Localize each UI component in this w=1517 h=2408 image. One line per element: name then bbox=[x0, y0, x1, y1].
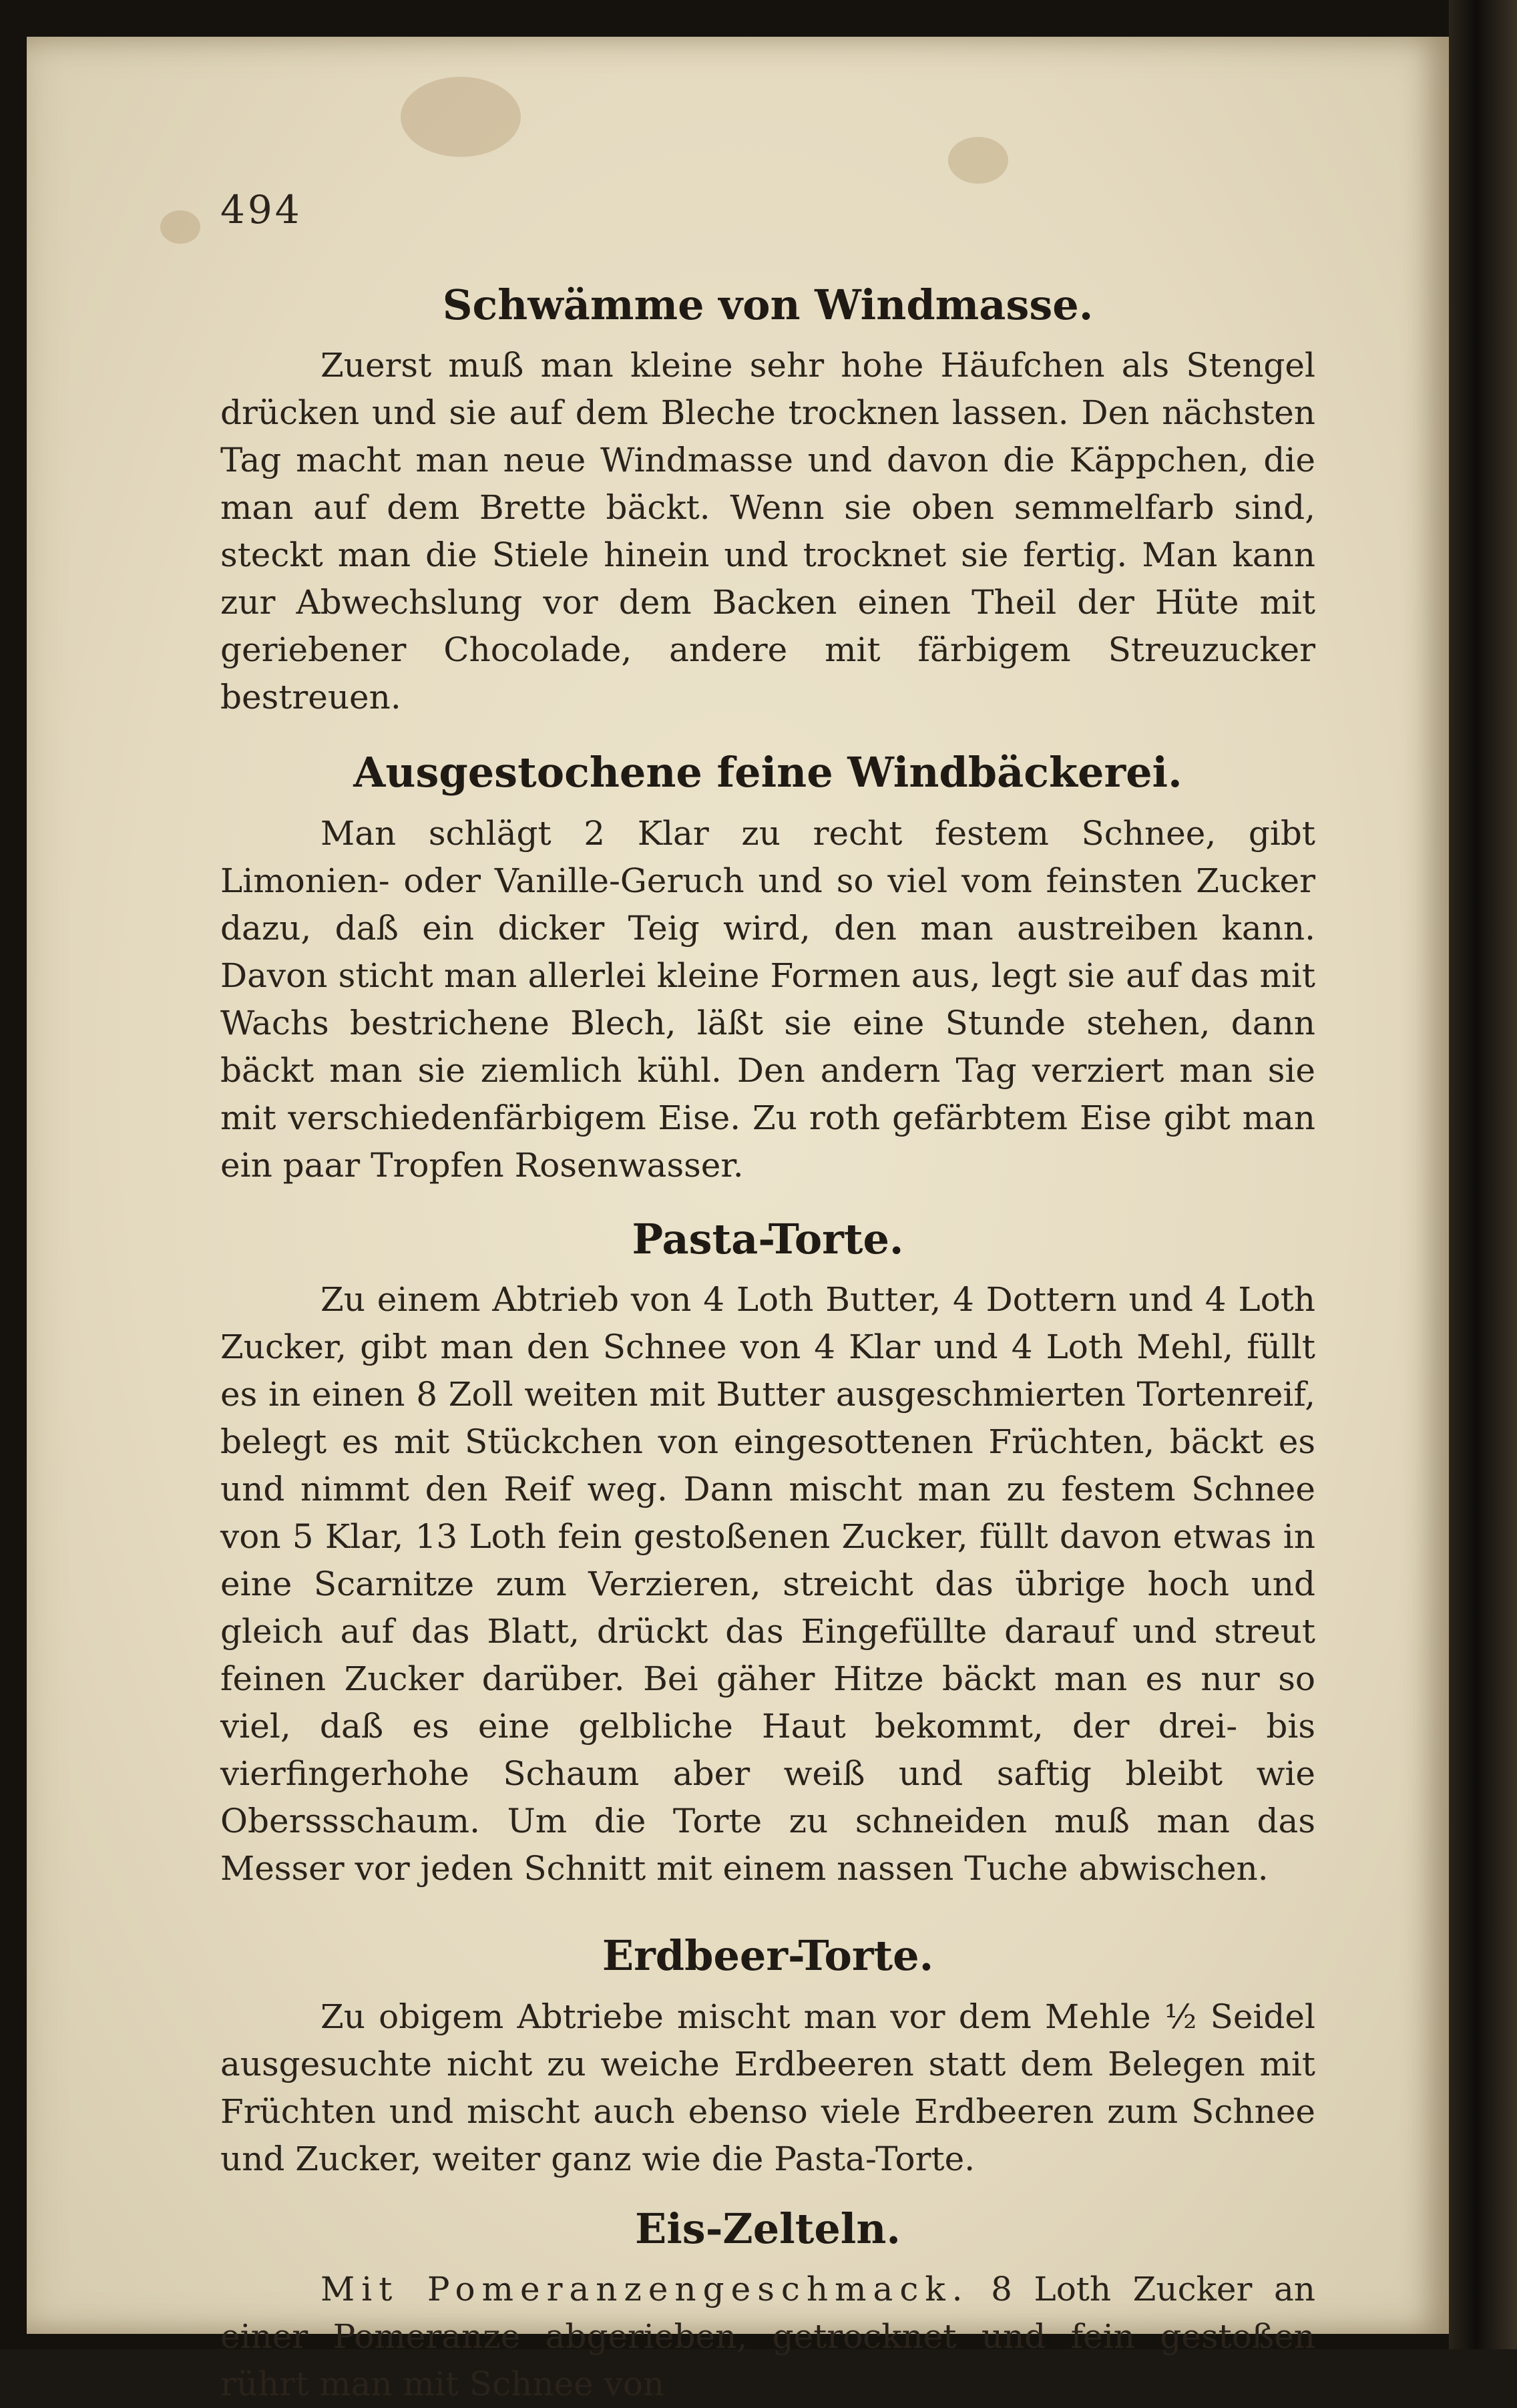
section-text: Zuerst muß man kleine sehr hohe Häufchen als Stengel drücken und sie auf dem Bleche trocknen lassen. Den nächsten Tag macht man neue Windmasse und davon die Käppchen, die man auf dem Brette bäckt. Wenn sie oben semmelfarb sind, steckt man die Stiele hinein und trocknet sie fertig. Man kann zur Abwechslung vor dem Backen einen Theil der Hüte mit geriebener Chocolade, andere mit färbigem Streuzucker bestreuen. bbox=[220, 346, 1315, 717]
section-title: Ausgestochene feine Windbäckerei. bbox=[353, 748, 1182, 797]
section-title: Erdbeer-Torte. bbox=[602, 1931, 934, 1981]
section-text bbox=[220, 2266, 1315, 2408]
section-text: Zu obigem Abtriebe mischt man vor dem Mehle ½ Seidel ausgesuchte nicht zu weiche Erdbeeren statt dem Belegen mit Früchten und mischt auch ebenso viele Erdbeeren zum Schnee und Zucker, weiter ganz wie die Pasta-Torte. bbox=[220, 1997, 1315, 2178]
section-text: Man schlägt 2 Klar zu recht festem Schnee, gibt Limonien- oder Vanille-Geruch und so viel vom feinsten Zucker dazu, daß ein dicker Teig wird, den man austreiben kann. Davon sticht man allerlei kleine Formen aus, legt sie auf das mit Wachs bestrichene Blech, läßt sie eine Stunde stehen, dann bäckt man sie ziemlich kühl. Den andern Tag verziert man sie mit verschiedenfärbigem Eise. Zu roth gefärbtem Eise gibt man ein paar Tropfen Rosenwasser. bbox=[220, 813, 1315, 1185]
book-gutter bbox=[1449, 0, 1517, 2349]
paper-stain bbox=[401, 77, 521, 157]
page-content bbox=[220, 280, 1315, 2408]
section-title: Schwämme von Windmasse. bbox=[442, 280, 1094, 329]
page-number: 494 bbox=[220, 187, 302, 232]
paper-stain bbox=[948, 137, 1008, 184]
paper-stain bbox=[160, 210, 200, 244]
subsection-body: 8 Loth Zucker an einer Pomeranze abgerieben, getrocknet und fein gestoßen rührt man mit Schnee von bbox=[220, 2269, 1315, 2403]
section-title: Pasta-Torte. bbox=[632, 1214, 904, 1263]
subsection-lead: Mit Pomeranzengeschmack. bbox=[320, 2269, 969, 2309]
section-title: Eis-Zelteln. bbox=[634, 2204, 901, 2253]
section-text: Zu einem Abtrieb von 4 Loth Butter, 4 Dottern und 4 Loth Zucker, gibt man den Schnee von 4 Klar und 4 Loth Mehl, füllt es in einen 8 Zoll weiten mit Butter ausgeschmierten Tortenreif, belegt es mit Stückchen von eingesottenen Früchten, bäckt es und nimmt den Reif weg. Dann mischt man zu festem Schnee von 5 Klar, 13 Loth fein gestoßenen Zucker, füllt davon etwas in eine Scarnitze zum Verzieren, streicht das übrige hoch und gleich auf das Blatt, drückt das Eingefüllte darauf und streut feinen Zucker darüber. Bei gäher Hitze bäckt man es nur so viel, daß es eine gelbliche Haut bekommt, der drei- bis vierfingerhohe Schaum aber weiß und saftig bleibt wie Oberssschaum. Um die Torte zu schneiden muß man das Messer vor jeden Schnitt mit einem nassen Tuche abwischen. bbox=[220, 1280, 1315, 1888]
